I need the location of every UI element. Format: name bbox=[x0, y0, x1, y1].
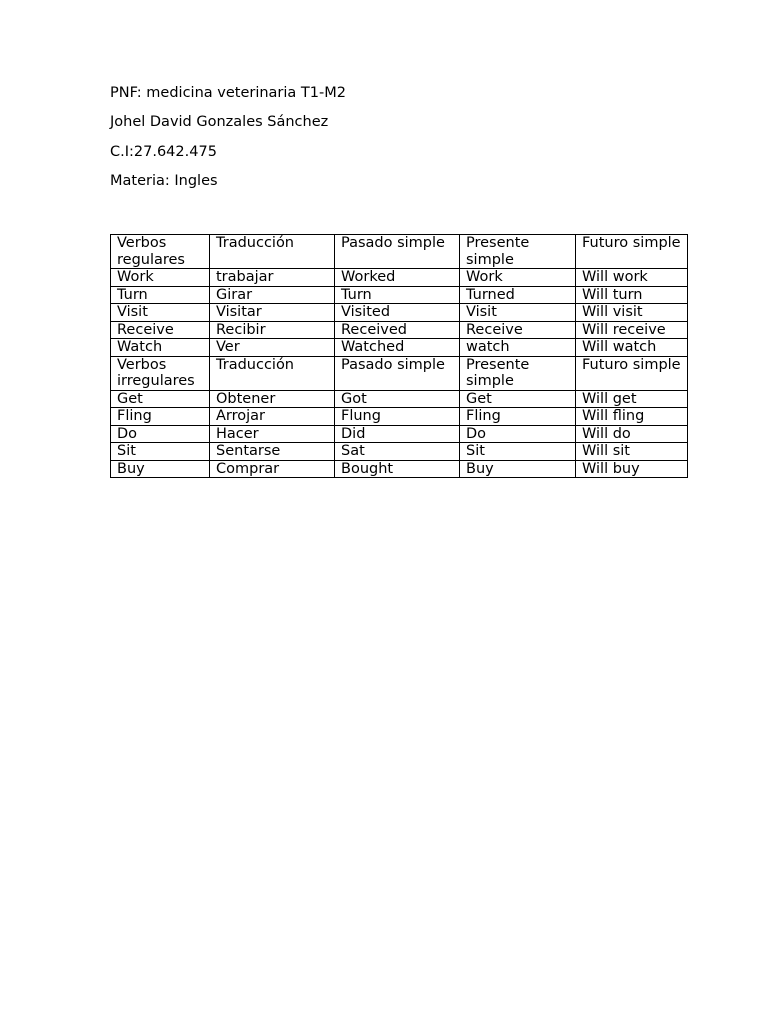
table-cell: Bought bbox=[335, 460, 460, 478]
table-cell: Buy bbox=[111, 460, 210, 478]
table-row bbox=[111, 408, 688, 426]
table-row bbox=[111, 460, 688, 478]
table-cell: Comprar bbox=[210, 460, 335, 478]
table-cell: Traducción bbox=[210, 235, 335, 269]
table-cell: Work bbox=[111, 269, 210, 287]
table-row bbox=[111, 321, 688, 339]
table-cell: Worked bbox=[335, 269, 460, 287]
table-cell: Watch bbox=[111, 339, 210, 357]
table-cell: Will do bbox=[576, 425, 688, 443]
table-cell: Do bbox=[111, 425, 210, 443]
table-cell: Will buy bbox=[576, 460, 688, 478]
table-cell: Fling bbox=[111, 408, 210, 426]
table-cell: Do bbox=[460, 425, 576, 443]
table-row bbox=[111, 286, 688, 304]
table-cell: Will work bbox=[576, 269, 688, 287]
student-name-line: Johel David Gonzales Sánchez bbox=[110, 114, 329, 131]
table-cell: Futuro simple bbox=[576, 235, 688, 269]
program-line: PNF: medicina veterinaria T1-M2 bbox=[110, 85, 346, 101]
table-row bbox=[111, 425, 688, 443]
table-cell: Pasado simple bbox=[335, 235, 460, 269]
verbs-table bbox=[110, 234, 688, 478]
table-cell: Presente simple bbox=[460, 235, 576, 269]
table-cell: Ver bbox=[210, 339, 335, 357]
table-cell: Traducción bbox=[210, 356, 335, 390]
table-cell: Will get bbox=[576, 390, 688, 408]
table-row bbox=[111, 390, 688, 408]
table-cell: Buy bbox=[460, 460, 576, 478]
table-cell: Presente simple bbox=[460, 356, 576, 390]
subject-line: Materia: Ingles bbox=[110, 172, 218, 189]
table-cell: Flung bbox=[335, 408, 460, 426]
table-cell: Fling bbox=[460, 408, 576, 426]
table-cell: Turned bbox=[460, 286, 576, 304]
table-row bbox=[111, 443, 688, 461]
table-cell: Sit bbox=[111, 443, 210, 461]
table-cell: Watched bbox=[335, 339, 460, 357]
table-cell: Recibir bbox=[210, 321, 335, 339]
table-cell: Verbos regulares bbox=[111, 235, 210, 269]
table-cell: Visit bbox=[460, 304, 576, 322]
table-cell: Work bbox=[460, 269, 576, 287]
table-cell: Get bbox=[111, 390, 210, 408]
table-cell: Pasado simple bbox=[335, 356, 460, 390]
table-cell: Turn bbox=[111, 286, 210, 304]
table-cell: Sentarse bbox=[210, 443, 335, 461]
table-cell: Verbos irregulares bbox=[111, 356, 210, 390]
table-cell: Will watch bbox=[576, 339, 688, 357]
table-cell: Got bbox=[335, 390, 460, 408]
table-cell: Visitar bbox=[210, 304, 335, 322]
table-cell: Turn bbox=[335, 286, 460, 304]
table-row bbox=[111, 304, 688, 322]
table-cell: Will turn bbox=[576, 286, 688, 304]
table-cell: Did bbox=[335, 425, 460, 443]
table-header-row-regular bbox=[111, 235, 688, 269]
table-cell: Arrojar bbox=[210, 408, 335, 426]
table-row bbox=[111, 339, 688, 357]
table-cell: Get bbox=[460, 390, 576, 408]
table-cell: Obtener bbox=[210, 390, 335, 408]
table-cell: Will fling bbox=[576, 408, 688, 426]
table-cell: Sit bbox=[460, 443, 576, 461]
table-header-row-irregular bbox=[111, 356, 688, 390]
table-cell: Will receive bbox=[576, 321, 688, 339]
table-row bbox=[111, 269, 688, 287]
table-cell: Girar bbox=[210, 286, 335, 304]
table-cell: Receive bbox=[111, 321, 210, 339]
table-cell: Sat bbox=[335, 443, 460, 461]
table-cell: watch bbox=[460, 339, 576, 357]
table-cell: Will visit bbox=[576, 304, 688, 322]
document-header bbox=[110, 85, 670, 202]
table-cell: Futuro simple bbox=[576, 356, 688, 390]
table-cell: Hacer bbox=[210, 425, 335, 443]
table-cell: Receive bbox=[460, 321, 576, 339]
table-cell: Will sit bbox=[576, 443, 688, 461]
table-cell: Visit bbox=[111, 304, 210, 322]
table-cell: Visited bbox=[335, 304, 460, 322]
id-line: C.I:27.642.475 bbox=[110, 143, 217, 160]
table-cell: trabajar bbox=[210, 269, 335, 287]
table-cell: Received bbox=[335, 321, 460, 339]
